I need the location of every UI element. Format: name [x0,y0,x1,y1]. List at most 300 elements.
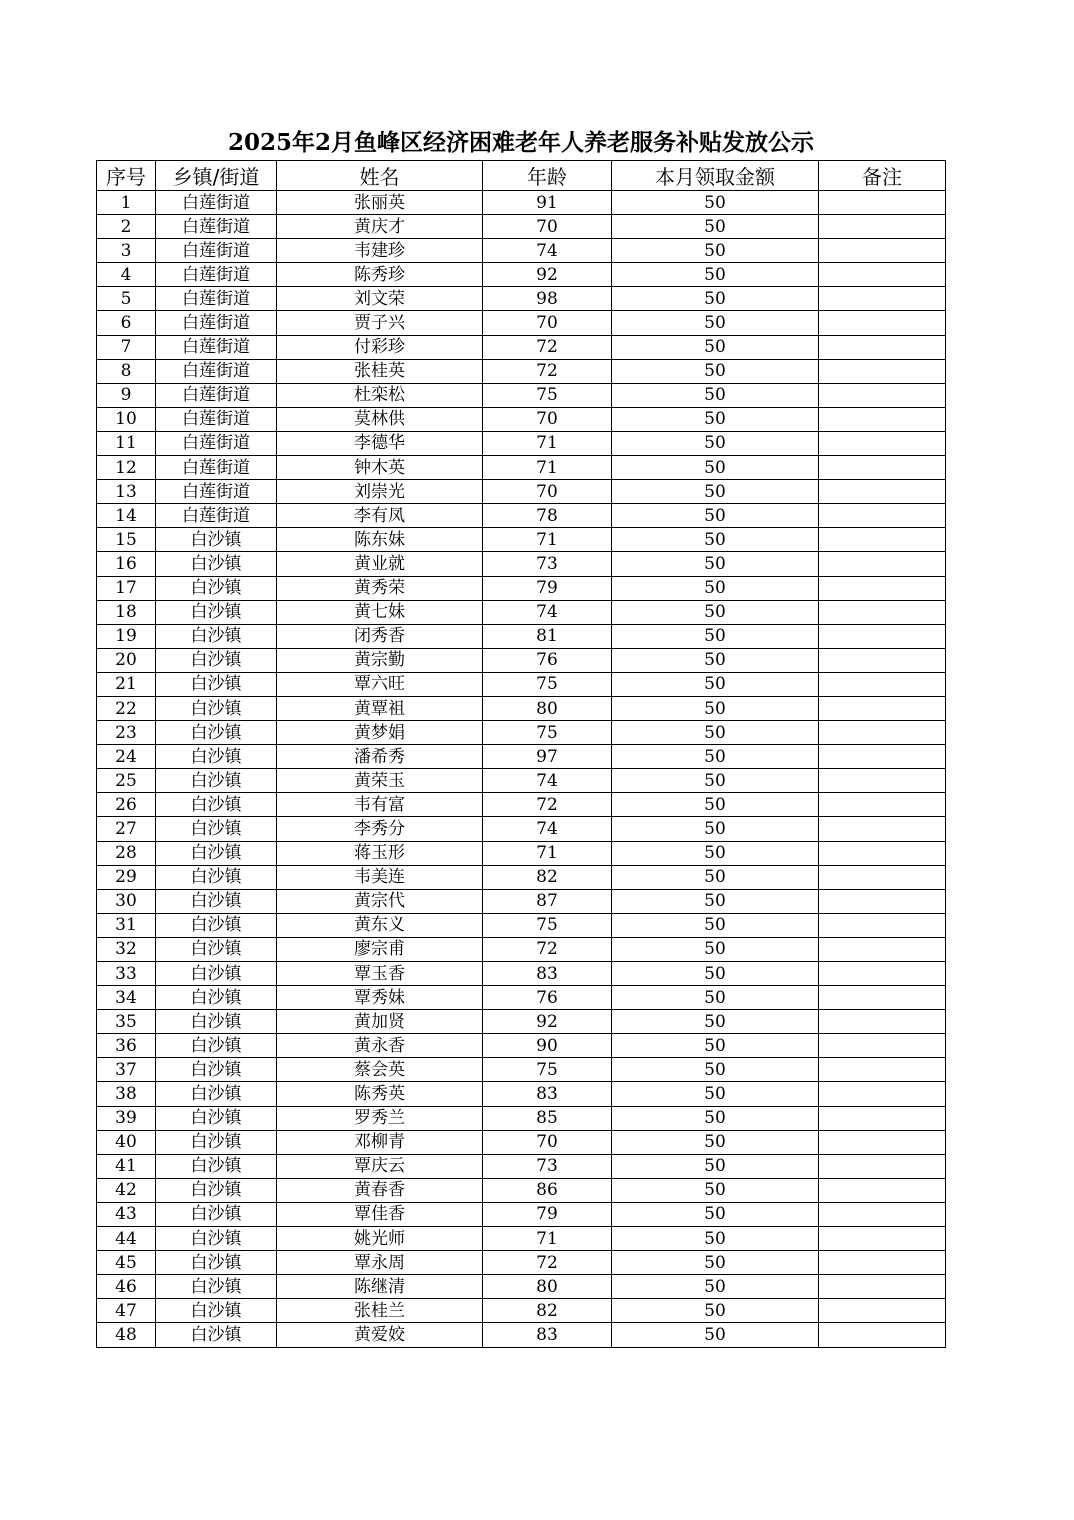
cell-town: 白莲街道 [156,263,277,287]
cell-index: 27 [97,817,156,841]
cell-remarks [819,528,946,552]
cell-age: 70 [483,215,612,239]
cell-town: 白沙镇 [156,1202,277,1226]
cell-name: 张丽英 [277,191,483,215]
cell-town: 白沙镇 [156,865,277,889]
cell-name: 刘文荣 [277,287,483,311]
cell-name: 刘崇光 [277,480,483,504]
table-row [97,913,946,937]
cell-amount: 50 [612,1154,819,1178]
cell-town: 白沙镇 [156,1154,277,1178]
cell-amount: 50 [612,962,819,986]
cell-age: 76 [483,648,612,672]
cell-index: 12 [97,456,156,480]
cell-remarks [819,1058,946,1082]
table-row [97,1251,946,1275]
cell-age: 82 [483,1299,612,1323]
cell-index: 42 [97,1178,156,1202]
cell-remarks [819,721,946,745]
cell-name: 张桂英 [277,359,483,383]
cell-amount: 50 [612,1251,819,1275]
cell-amount: 50 [612,769,819,793]
cell-name: 黄宗勤 [277,648,483,672]
header-amount: 本月领取金额 [612,161,819,191]
table-row [97,1130,946,1154]
cell-town: 白沙镇 [156,1082,277,1106]
cell-index: 10 [97,407,156,431]
cell-name: 黄庆才 [277,215,483,239]
cell-index: 32 [97,937,156,961]
cell-name: 黄荣玉 [277,769,483,793]
cell-amount: 50 [612,311,819,335]
cell-name: 潘希秀 [277,745,483,769]
cell-remarks [819,1082,946,1106]
cell-amount: 50 [612,287,819,311]
table-row [97,986,946,1010]
cell-name: 李秀分 [277,817,483,841]
cell-name: 陈秀英 [277,1082,483,1106]
cell-name: 蔡会英 [277,1058,483,1082]
cell-town: 白沙镇 [156,889,277,913]
cell-name: 莫林供 [277,407,483,431]
cell-amount: 50 [612,239,819,263]
cell-amount: 50 [612,1275,819,1299]
cell-index: 9 [97,383,156,407]
cell-town: 白沙镇 [156,721,277,745]
cell-index: 46 [97,1275,156,1299]
cell-amount: 50 [612,721,819,745]
cell-town: 白沙镇 [156,1034,277,1058]
cell-name: 覃佳香 [277,1202,483,1226]
cell-town: 白沙镇 [156,1106,277,1130]
cell-town: 白沙镇 [156,576,277,600]
cell-index: 16 [97,552,156,576]
cell-index: 40 [97,1130,156,1154]
table-row [97,1323,946,1347]
cell-index: 36 [97,1034,156,1058]
cell-town: 白莲街道 [156,359,277,383]
cell-remarks [819,311,946,335]
cell-index: 8 [97,359,156,383]
table-row [97,937,946,961]
table-row [97,407,946,431]
cell-amount: 50 [612,817,819,841]
cell-amount: 50 [612,696,819,720]
table-row [97,889,946,913]
cell-name: 钟木英 [277,456,483,480]
cell-town: 白沙镇 [156,696,277,720]
cell-remarks [819,1251,946,1275]
cell-amount: 50 [612,407,819,431]
cell-index: 14 [97,504,156,528]
table-row [97,456,946,480]
cell-index: 1 [97,191,156,215]
cell-town: 白沙镇 [156,672,277,696]
table-row [97,1106,946,1130]
cell-name: 贾子兴 [277,311,483,335]
cell-town: 白莲街道 [156,311,277,335]
cell-remarks [819,1010,946,1034]
table-row [97,263,946,287]
cell-age: 87 [483,889,612,913]
cell-town: 白莲街道 [156,431,277,455]
cell-remarks [819,456,946,480]
cell-town: 白沙镇 [156,1010,277,1034]
cell-name: 闭秀香 [277,624,483,648]
cell-amount: 50 [612,359,819,383]
cell-amount: 50 [612,1010,819,1034]
cell-remarks [819,937,946,961]
cell-index: 35 [97,1010,156,1034]
cell-remarks [819,263,946,287]
cell-amount: 50 [612,865,819,889]
cell-remarks [819,817,946,841]
cell-amount: 50 [612,624,819,648]
cell-age: 81 [483,624,612,648]
cell-amount: 50 [612,528,819,552]
table-row [97,191,946,215]
cell-remarks [819,648,946,672]
cell-town: 白沙镇 [156,986,277,1010]
table-row [97,359,946,383]
cell-index: 38 [97,1082,156,1106]
cell-age: 70 [483,407,612,431]
table-header [97,161,946,191]
cell-age: 79 [483,576,612,600]
cell-amount: 50 [612,552,819,576]
cell-age: 71 [483,456,612,480]
table-row [97,600,946,624]
table-row [97,552,946,576]
table-row [97,721,946,745]
cell-index: 30 [97,889,156,913]
cell-remarks [819,504,946,528]
cell-remarks [819,1275,946,1299]
cell-age: 71 [483,528,612,552]
cell-index: 22 [97,696,156,720]
table-row [97,865,946,889]
cell-remarks [819,696,946,720]
cell-town: 白沙镇 [156,913,277,937]
cell-amount: 50 [612,1130,819,1154]
cell-amount: 50 [612,937,819,961]
table-row [97,1010,946,1034]
cell-name: 黄宗代 [277,889,483,913]
cell-amount: 50 [612,504,819,528]
cell-amount: 50 [612,1106,819,1130]
cell-age: 74 [483,817,612,841]
cell-age: 72 [483,793,612,817]
cell-town: 白莲街道 [156,383,277,407]
cell-remarks [819,431,946,455]
cell-index: 5 [97,287,156,311]
cell-name: 覃庆云 [277,1154,483,1178]
cell-remarks [819,1299,946,1323]
cell-amount: 50 [612,986,819,1010]
cell-index: 20 [97,648,156,672]
cell-index: 47 [97,1299,156,1323]
cell-index: 34 [97,986,156,1010]
table-row [97,504,946,528]
cell-amount: 50 [612,263,819,287]
table-row [97,576,946,600]
cell-name: 黄梦娟 [277,721,483,745]
cell-remarks [819,962,946,986]
cell-amount: 50 [612,431,819,455]
cell-remarks [819,576,946,600]
cell-name: 黄永香 [277,1034,483,1058]
cell-index: 31 [97,913,156,937]
cell-index: 29 [97,865,156,889]
cell-name: 李德华 [277,431,483,455]
cell-amount: 50 [612,480,819,504]
cell-remarks [819,865,946,889]
table-row [97,1227,946,1251]
cell-name: 罗秀兰 [277,1106,483,1130]
cell-index: 21 [97,672,156,696]
cell-amount: 50 [612,383,819,407]
cell-remarks [819,624,946,648]
cell-age: 72 [483,1251,612,1275]
table-row [97,696,946,720]
cell-name: 付彩珍 [277,335,483,359]
cell-town: 白沙镇 [156,600,277,624]
cell-index: 44 [97,1227,156,1251]
table-row [97,1275,946,1299]
cell-name: 陈继清 [277,1275,483,1299]
table-row [97,480,946,504]
cell-remarks [819,480,946,504]
cell-index: 17 [97,576,156,600]
cell-remarks [819,889,946,913]
cell-age: 83 [483,1082,612,1106]
table-row [97,769,946,793]
cell-name: 韦美连 [277,865,483,889]
cell-name: 黄加贤 [277,1010,483,1034]
cell-remarks [819,287,946,311]
cell-index: 24 [97,745,156,769]
cell-age: 74 [483,239,612,263]
cell-age: 70 [483,480,612,504]
table-body [97,191,946,1348]
cell-age: 82 [483,865,612,889]
table-row [97,1202,946,1226]
page-title: 2025年2月鱼峰区经济困难老年人养老服务补贴发放公示 [227,129,815,156]
cell-name: 黄七妹 [277,600,483,624]
cell-age: 72 [483,359,612,383]
cell-amount: 50 [612,191,819,215]
cell-remarks [819,552,946,576]
cell-remarks [819,986,946,1010]
cell-age: 83 [483,1323,612,1347]
cell-index: 15 [97,528,156,552]
cell-amount: 50 [612,1058,819,1082]
cell-index: 7 [97,335,156,359]
cell-index: 3 [97,239,156,263]
cell-town: 白沙镇 [156,817,277,841]
cell-amount: 50 [612,841,819,865]
cell-remarks [819,769,946,793]
cell-amount: 50 [612,745,819,769]
cell-name: 姚光师 [277,1227,483,1251]
cell-age: 85 [483,1106,612,1130]
table-row [97,311,946,335]
cell-age: 75 [483,383,612,407]
cell-index: 39 [97,1106,156,1130]
cell-age: 83 [483,962,612,986]
header-town: 乡镇/街道 [156,161,277,191]
cell-name: 覃六旺 [277,672,483,696]
cell-remarks [819,672,946,696]
cell-town: 白莲街道 [156,239,277,263]
cell-index: 6 [97,311,156,335]
cell-town: 白沙镇 [156,1130,277,1154]
cell-age: 75 [483,672,612,696]
cell-remarks [819,1323,946,1347]
cell-amount: 50 [612,456,819,480]
cell-remarks [819,1106,946,1130]
cell-name: 陈秀珍 [277,263,483,287]
cell-remarks [819,239,946,263]
cell-name: 黄春香 [277,1178,483,1202]
cell-age: 98 [483,287,612,311]
table-row [97,793,946,817]
cell-index: 48 [97,1323,156,1347]
cell-name: 廖宗甫 [277,937,483,961]
cell-name: 韦有富 [277,793,483,817]
table-row [97,745,946,769]
cell-name: 张桂兰 [277,1299,483,1323]
cell-town: 白莲街道 [156,215,277,239]
header-row [97,161,946,191]
cell-index: 37 [97,1058,156,1082]
cell-amount: 50 [612,1299,819,1323]
cell-amount: 50 [612,672,819,696]
cell-index: 18 [97,600,156,624]
cell-name: 覃秀妹 [277,986,483,1010]
cell-name: 杜栾松 [277,383,483,407]
table-row [97,1178,946,1202]
cell-remarks [819,383,946,407]
cell-amount: 50 [612,1227,819,1251]
cell-name: 黄秀荣 [277,576,483,600]
cell-amount: 50 [612,1202,819,1226]
table-row [97,1034,946,1058]
cell-remarks [819,1130,946,1154]
cell-town: 白沙镇 [156,1227,277,1251]
header-name: 姓名 [277,161,483,191]
cell-town: 白沙镇 [156,962,277,986]
cell-amount: 50 [612,1323,819,1347]
cell-name: 蒋玉形 [277,841,483,865]
cell-remarks [819,1227,946,1251]
cell-age: 75 [483,913,612,937]
cell-name: 黄东义 [277,913,483,937]
cell-remarks [819,191,946,215]
cell-index: 45 [97,1251,156,1275]
header-remarks: 备注 [819,161,946,191]
cell-town: 白沙镇 [156,841,277,865]
table-row [97,624,946,648]
cell-age: 74 [483,769,612,793]
cell-remarks [819,1202,946,1226]
cell-age: 76 [483,986,612,1010]
cell-town: 白沙镇 [156,937,277,961]
cell-amount: 50 [612,576,819,600]
cell-age: 80 [483,696,612,720]
subsidy-table [96,160,946,1348]
cell-town: 白莲街道 [156,287,277,311]
cell-age: 90 [483,1034,612,1058]
cell-town: 白莲街道 [156,504,277,528]
cell-age: 79 [483,1202,612,1226]
cell-name: 韦建珍 [277,239,483,263]
table-row [97,1154,946,1178]
cell-age: 91 [483,191,612,215]
cell-amount: 50 [612,1034,819,1058]
cell-index: 11 [97,431,156,455]
table-row [97,528,946,552]
cell-age: 72 [483,937,612,961]
table-row [97,817,946,841]
cell-town: 白沙镇 [156,769,277,793]
cell-age: 71 [483,1227,612,1251]
cell-name: 覃玉香 [277,962,483,986]
cell-town: 白沙镇 [156,624,277,648]
table-row [97,1299,946,1323]
cell-index: 41 [97,1154,156,1178]
table-row [97,672,946,696]
cell-age: 92 [483,1010,612,1034]
cell-remarks [819,1154,946,1178]
cell-age: 86 [483,1178,612,1202]
cell-age: 74 [483,600,612,624]
table-row [97,841,946,865]
cell-remarks [819,1034,946,1058]
cell-index: 19 [97,624,156,648]
table-row [97,431,946,455]
table-row [97,287,946,311]
table-row [97,648,946,672]
cell-index: 4 [97,263,156,287]
cell-index: 23 [97,721,156,745]
cell-town: 白莲街道 [156,335,277,359]
cell-age: 71 [483,431,612,455]
cell-name: 陈东妹 [277,528,483,552]
cell-age: 92 [483,263,612,287]
cell-town: 白沙镇 [156,793,277,817]
cell-town: 白沙镇 [156,745,277,769]
cell-amount: 50 [612,1178,819,1202]
cell-remarks [819,335,946,359]
cell-remarks [819,1178,946,1202]
cell-remarks [819,745,946,769]
cell-index: 13 [97,480,156,504]
cell-age: 73 [483,1154,612,1178]
cell-remarks [819,407,946,431]
cell-index: 43 [97,1202,156,1226]
cell-age: 97 [483,745,612,769]
cell-name: 覃永周 [277,1251,483,1275]
cell-name: 黄爱姣 [277,1323,483,1347]
table-row [97,1058,946,1082]
cell-index: 33 [97,962,156,986]
header-age: 年龄 [483,161,612,191]
cell-amount: 50 [612,1082,819,1106]
cell-amount: 50 [612,793,819,817]
cell-age: 75 [483,721,612,745]
cell-name: 黄覃祖 [277,696,483,720]
